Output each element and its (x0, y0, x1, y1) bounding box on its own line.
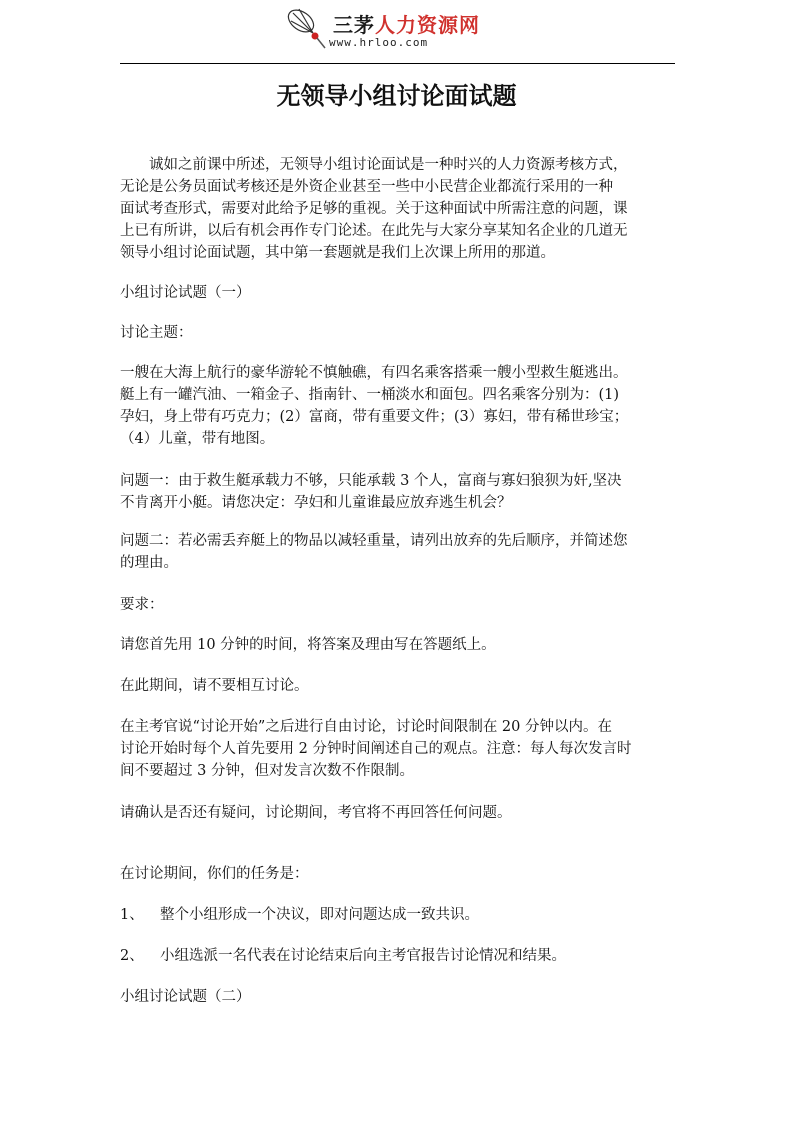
text-line: （4）儿童，带有地图。 (120, 431, 275, 447)
text-line: 诚如之前课中所述，无领导小组讨论面试是一种时兴的人力资源考核方式， (149, 157, 628, 173)
text-line: 领导小组讨论面试题，其中第一套题就是我们上次课上所用的那道。 (120, 245, 555, 261)
text-line: 问题二：若必需丢弃艇上的物品以减轻重量，请列出放弃的先后顺序，并简述您 (120, 533, 628, 549)
topic-label: 讨论主题： (120, 325, 193, 341)
text-line: 间不要超过 3 分钟，但对发言次数不作限制。 (120, 763, 414, 779)
text-line: 在主考官说“讨论开始”之后进行自由讨论，讨论时间限制在 20 分钟以内。在 (120, 719, 612, 735)
task-item (120, 945, 680, 967)
requirement-4: 请确认是否还有疑问，讨论期间，考官将不再回答任何问题。 (120, 805, 512, 821)
text-line: 艇上有一罐汽油、一箱金子、指南针、一桶淡水和面包。四名乘客分别为：(1) (120, 387, 620, 403)
task-text: 小组选派一名代表在讨论结束后向主考官报告讨论情况和结果。 (160, 948, 566, 964)
text-line: 上已有所讲，以后有机会再作专门论述。在此先与大家分享某知名企业的几道无 (120, 223, 628, 239)
site-logo (283, 3, 513, 51)
requirements-label: 要求： (120, 597, 164, 613)
question-2 (120, 530, 680, 574)
requirement-3 (120, 716, 680, 782)
requirement-1: 请您首先用 10 分钟的时间，将答案及理由写在答题纸上。 (120, 637, 496, 653)
text-line: 孕妇，身上带有巧克力；(2）富商，带有重要文件；(3）寡妇，带有稀世珍宝； (120, 409, 629, 425)
text-line: 一艘在大海上航行的豪华游轮不慎触礁，有四名乘客搭乘一艘小型救生艇逃出。 (120, 365, 628, 381)
question-1 (120, 470, 680, 514)
task-number: 2、 (120, 948, 144, 964)
section-heading-2: 小组讨论试题（二） (120, 989, 251, 1005)
text-line: 讨论开始时每个人首先要用 2 分钟时间阐述自己的观点。注意：每人每次发言时 (120, 741, 632, 757)
requirement-2: 在此期间，请不要相互讨论。 (120, 678, 309, 694)
task-item (120, 904, 680, 926)
page-title: 无领导小组讨论面试题 (276, 82, 517, 110)
text-line: 面试考查形式，需要对此给予足够的重视。关于这种面试中所需注意的问题，课 (120, 201, 628, 217)
header-rule (120, 63, 675, 64)
feather-shuttlecock-icon (283, 3, 331, 51)
tasks-label: 在讨论期间，你们的任务是： (120, 866, 309, 882)
logo-url: www.hrloo.com (329, 36, 429, 49)
section-heading-1: 小组讨论试题（一） (120, 285, 251, 301)
logo-name-red: 人力资源网 (375, 13, 480, 37)
intro-paragraph (120, 154, 680, 264)
logo-name-black: 三茅 (333, 13, 375, 37)
task-text: 整个小组形成一个决议，即对问题达成一致共识。 (160, 907, 479, 923)
text-line: 问题一：由于救生艇承载力不够，只能承载 3 个人，富商与寡妇狼狈为奸,坚决 (120, 473, 622, 489)
scenario-paragraph (120, 362, 680, 450)
text-line: 无论是公务员面试考核还是外资企业甚至一些中小民营企业都流行采用的一种 (120, 179, 613, 195)
text-line: 的理由。 (120, 555, 178, 571)
text-line: 不肯离开小艇。请您决定：孕妇和儿童谁最应放弃逃生机会？ (120, 495, 512, 511)
task-number: 1、 (120, 907, 144, 923)
